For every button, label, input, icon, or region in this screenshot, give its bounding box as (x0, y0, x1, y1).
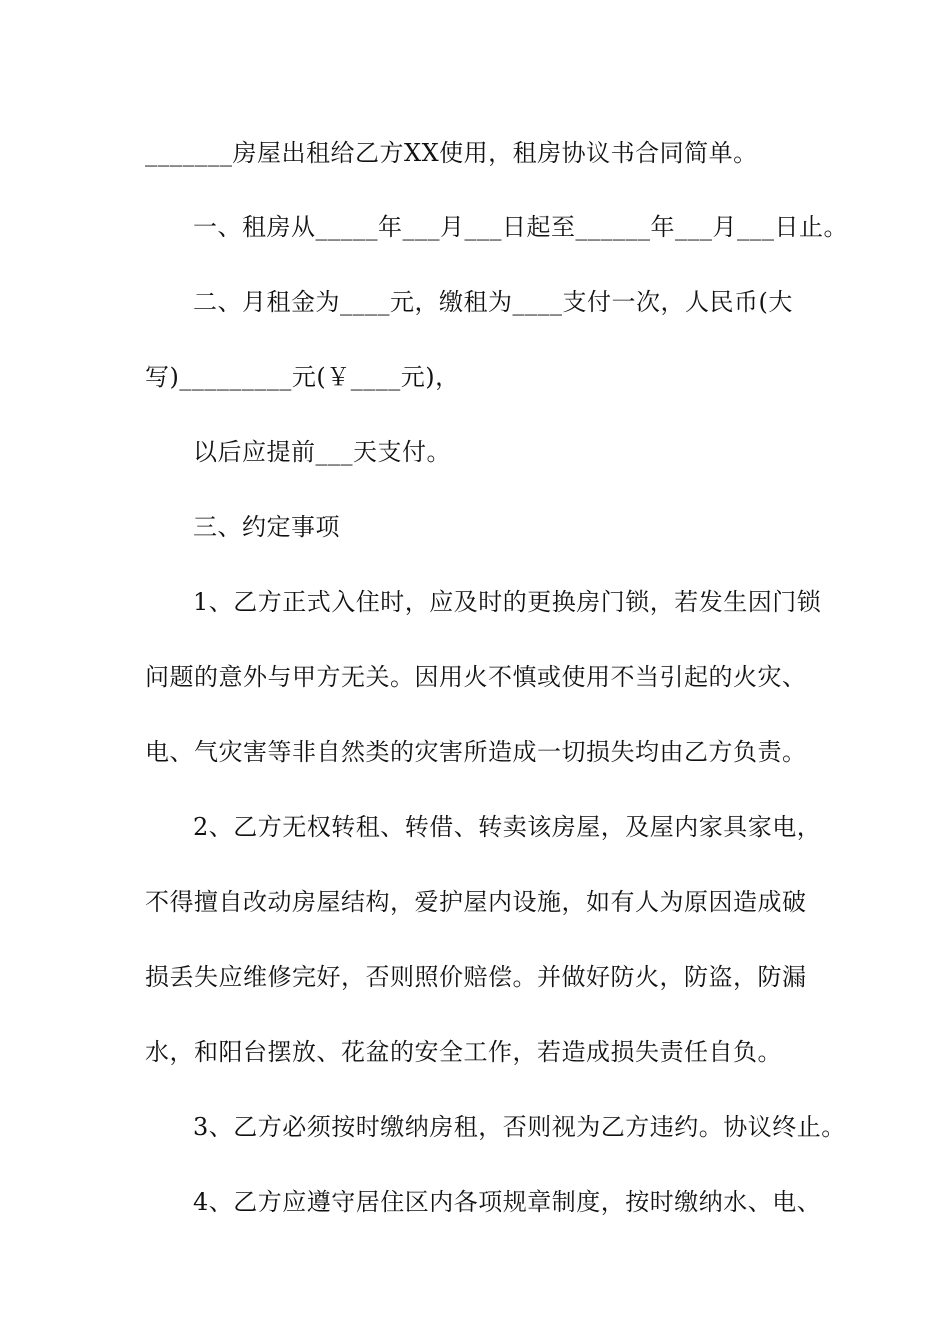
item-2-line: 水，和阳台摆放、花盆的安全工作，若造成损失责任自负。 (145, 1038, 782, 1066)
clause-1-line: 一、租房从_____年___月___日起至______年___月___日止。 (193, 213, 848, 241)
clause-2-line: 二、月租金为____元，缴租为____支付一次，人民币(大 (193, 288, 793, 316)
clause-2-line: 以后应提前___天支付。 (193, 438, 451, 466)
section-heading: 三、约定事项 (193, 513, 340, 541)
item-2-line: 损丢失应维修完好，否则照价赔偿。并做好防火，防盗，防漏 (145, 963, 807, 991)
item-3-line: 3、乙方必须按时缴纳房租，否则视为乙方违约。协议终止。 (193, 1113, 846, 1141)
item-2-line: 2、乙方无权转租、转借、转卖该房屋，及屋内家具家电， (193, 813, 822, 841)
item-2-line: 不得擅自改动房屋结构，爱护屋内设施，如有人为原因造成破 (145, 888, 807, 916)
item-1-line: 电、气灾害等非自然类的灾害所造成一切损失均由乙方负责。 (145, 738, 807, 766)
paragraph-line: _______房屋出租给乙方XX使用，租房协议书合同简单。 (145, 139, 758, 167)
clause-2-line: 写)_________元(￥____元)， (145, 363, 460, 391)
item-1-line: 1、乙方正式入住时，应及时的更换房门锁，若发生因门锁 (193, 588, 822, 616)
item-1-line: 问题的意外与甲方无关。因用火不慎或使用不当引起的火灾、 (145, 663, 807, 691)
item-4-line: 4、乙方应遵守居住区内各项规章制度，按时缴纳水、电、 (193, 1188, 822, 1216)
